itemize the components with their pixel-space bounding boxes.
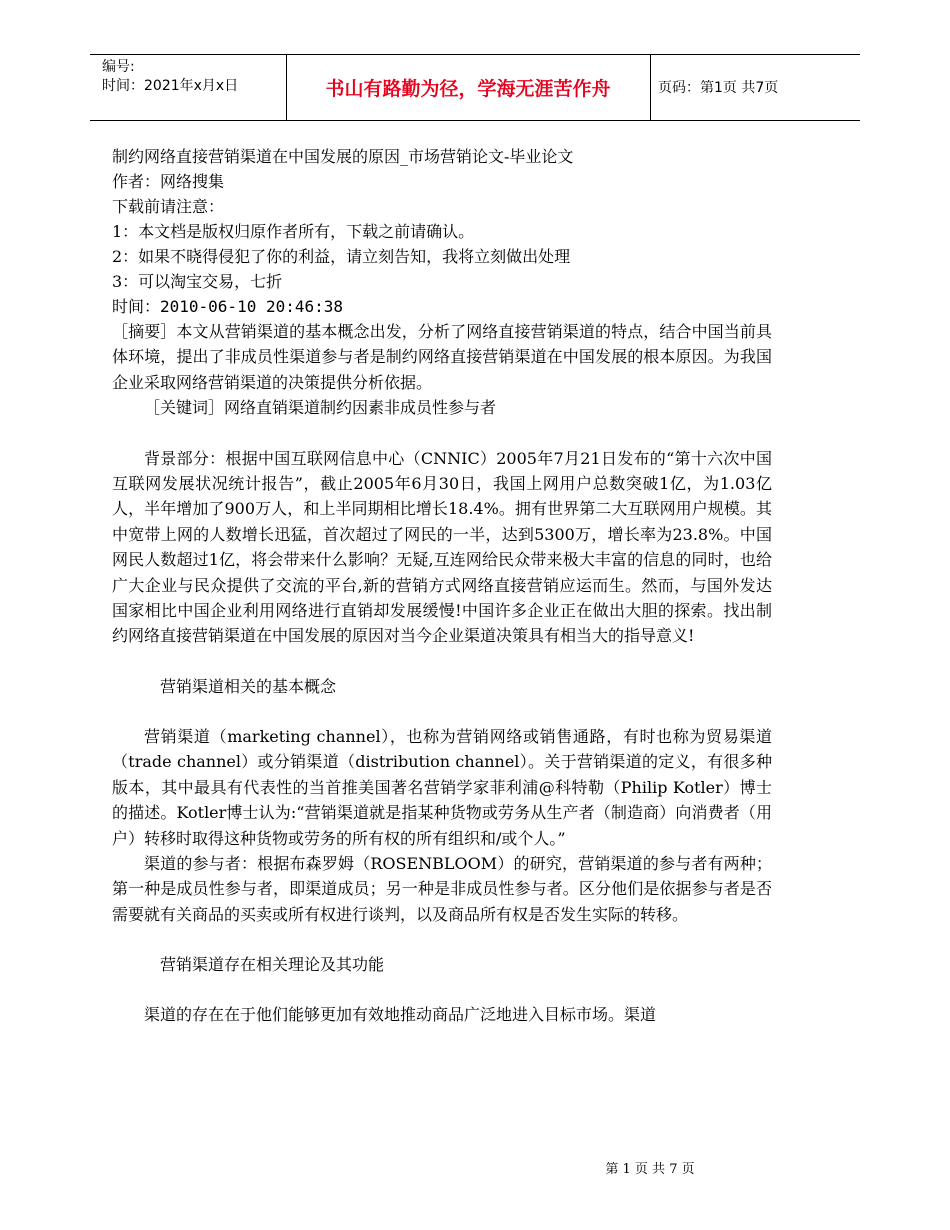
section-heading-concepts: 营销渠道相关的基本概念	[160, 676, 337, 696]
header-divider-right	[650, 54, 651, 120]
document-title: 制约网络直接营销渠道在中国发展的原因_市场营销论文-毕业论文	[112, 147, 574, 166]
document-body	[112, 144, 772, 1028]
section-heading-theory: 营销渠道存在相关理论及其功能	[160, 955, 385, 975]
document-meta	[112, 144, 772, 319]
notice-item-3: 3：可以淘宝交易，七折	[112, 272, 283, 291]
notice-heading: 下载前请注意：	[112, 197, 225, 216]
notice-item-2: 2：如果不晓得侵犯了你的利益，请立刻告知，我将立刻做出处理	[112, 247, 571, 266]
page-footer: 第 1 页 共 7 页	[605, 1162, 695, 1177]
header-motto: 书山有路勤为径，学海无涯苦作舟	[325, 77, 611, 100]
concept-paragraph-1: 营销渠道（marketing channel），也称为营销网络或销售通路，有时也称为贸易渠道（trade channel）或分销渠道（distribution channel）。关于营销渠道的定义，有很多种版本，其中最具有代表性的当首推美国著名营销学家菲利浦@科特勒（Philip Kotler）博士的描述。Kotler博士认为:“营销渠道就是指某种货物或劳务从生产者（制造商）向消费者（用户）转移时取得这种货物或劳务的所有权的所有组织和/或个人。”	[112, 726, 772, 848]
header-number-label: 编号:	[102, 59, 135, 75]
keywords-paragraph: ［关键词］网络直销渠道制约因素非成员性参与者	[144, 398, 497, 418]
header-bottom-rule	[90, 120, 860, 121]
concept-paragraph-2: 渠道的参与者：根据布森罗姆（ROSENBLOOM）的研究，营销渠道的参与者有两种；第一种是成员性参与者，即渠道成员；另一种是非成员性参与者。区分他们是依据参与者是否需要就有关商品的买卖或所有权进行谈判，以及商品所有权是否发生实际的转移。	[112, 853, 772, 924]
document-author: 作者：网络搜集	[112, 172, 225, 191]
background-paragraph: 背景部分：根据中国互联网信息中心（CNNIC）2005年7月21日发布的“第十六次中国互联网发展状况统计报告”，截止2005年6月30日，我国上网用户总数突破1亿，为1.03亿人，半年增加了900万人，和上半同期相比增长18.4%。拥有世界第二大互联网用户规模。其中宽带上网的人数增长迅猛，首次超过了网民的一半，达到5300万，增长率为23.8%。中国网民人数超过1亿，将会带来什么影响？无疑,互连网给民众带来极大丰富的信息的同时，也给广大企业与民众提供了交流的平台,新的营销方式网络直接营销应运而生。然而，与国外发达国家相比中国企业利用网络进行直销却发展缓慢!中国许多企业正在做出大胆的探索。找出制约网络直接营销渠道在中国发展的原因对当今企业渠道决策具有相当大的指导意义!	[112, 448, 772, 646]
header-page-info: 页码：第1页 共7页	[658, 80, 779, 96]
abstract-paragraph: ［摘要］本文从营销渠道的基本概念出发，分析了网络直接营销渠道的特点，结合中国当前具体环境，提出了非成员性渠道参与者是制约网络直接营销渠道在中国发展的根本原因。为我国企业采取网络营销渠道的决策提供分析依据。	[112, 322, 772, 392]
document-time: 时间：2010-06-10 20:46:38	[112, 297, 344, 316]
existence-paragraph: 渠道的存在在于他们能够更加有效地推动商品广泛地进入目标市场。渠道	[144, 1005, 657, 1025]
header-left-cell	[102, 58, 238, 96]
header-time-label: 时间：2021年x月x日	[102, 78, 239, 94]
notice-item-1: 1：本文档是版权归原作者所有，下载之前请确认。	[112, 222, 475, 241]
